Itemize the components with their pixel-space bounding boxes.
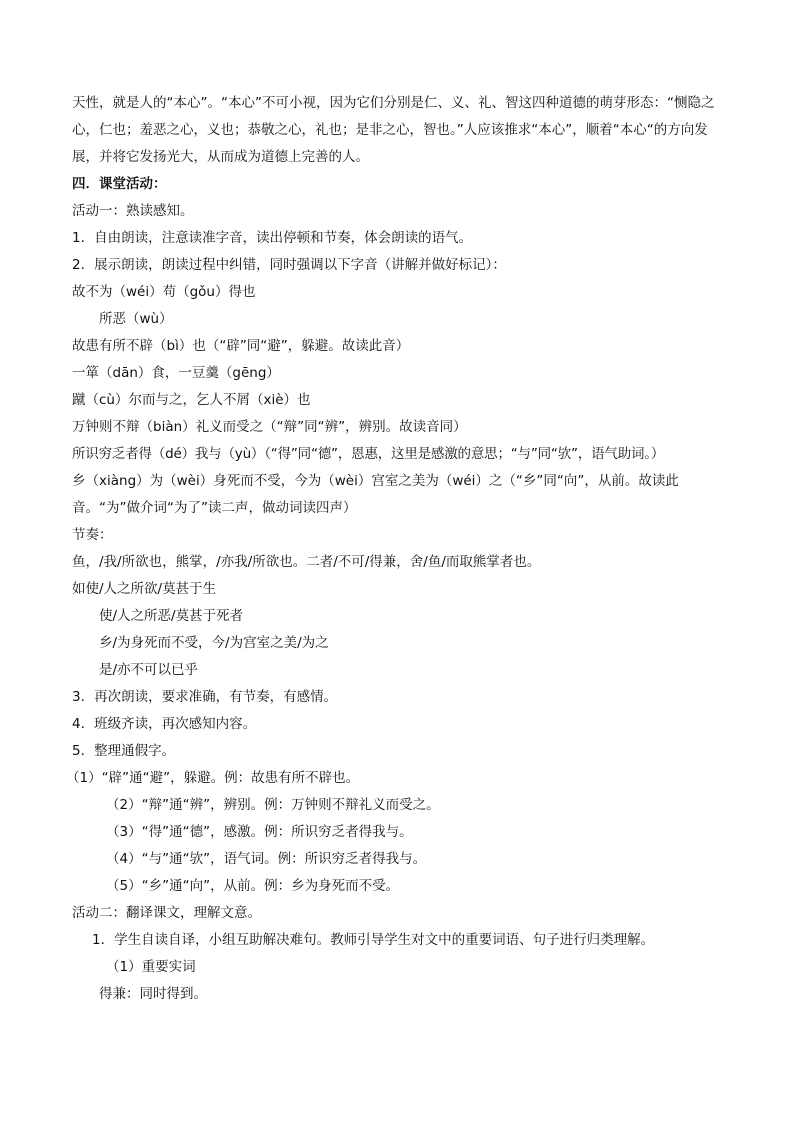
pronunciation-item: 所识穷乏者得（dé）我与（yù）（“得”同“德”，恩惠，这里是感激的意思；“与”同“欤”，语气助词。） xyxy=(72,446,665,462)
section-heading: 四．课堂活动： xyxy=(72,176,167,192)
activity2-title: 活动二：翻译课文，理解文意。 xyxy=(72,905,261,921)
intro-paragraph: 天性，就是人的“本心”。“本心”不可小视，因为它们分别是仁、义、礼、智这四种道德的萌芽形态：“恻隐之心，仁也；羞恶之心，义也；恭敬之心，礼也；是非之心，智也。”人应该推求“本心”，顺着“本心“的方向发展，并将它发扬光大，从而成为道德上完善的人。 xyxy=(72,95,715,165)
pronunciation-item: 故患有所不辟（bì）也（“辟”同“避”，躲避。故读此音） xyxy=(72,338,410,354)
rhythm-line: 使/人之所恶/莫甚于死者 xyxy=(99,608,244,624)
tongjia-item: （5）“乡”通“向”，从前。例：乡为身死而不受。 xyxy=(106,878,400,894)
activity1-title: 活动一：熟读感知。 xyxy=(72,203,194,219)
rhythm-line: 乡/为身死而不受，今/为宫室之美/为之 xyxy=(99,635,329,651)
rhythm-line: 如使/人之所欲/莫甚于生 xyxy=(72,581,217,597)
document-body xyxy=(66,90,732,1008)
vocab-entry: 得兼：同时得到。 xyxy=(99,986,207,1002)
activity1-step4: 4．班级齐读，再次感知内容。 xyxy=(72,716,257,732)
tongjia-item: （2）“辩”通“辨”，辨别。例：万钟则不辩礼义而受之。 xyxy=(106,797,440,813)
rhythm-line: 是/亦不可以已乎 xyxy=(99,662,199,678)
activity2-sub1: （1）重要实词 xyxy=(106,959,196,975)
tongjia-item: （1）“辟”通“避”，躲避。例：故患有所不辟也。 xyxy=(66,770,360,786)
pronunciation-item: 一箪（dān）食，一豆羹（gēng） xyxy=(72,365,280,381)
activity1-step3: 3．再次朗读，要求准确，有节奏，有感情。 xyxy=(72,689,338,705)
pronunciation-item: 万钟则不辩（biàn）礼义而受之（“辩”同“辨”，辨别。故读音同） xyxy=(72,419,467,435)
activity2-step1: 1．学生自读自译，小组互助解决难句。教师引导学生对文中的重要词语、句子进行归类理解。 xyxy=(92,932,655,948)
rhythm-label: 节奏： xyxy=(72,527,113,543)
pronunciation-item: 蹴（cù）尔而与之，乞人不屑（xiè）也 xyxy=(72,392,311,408)
tongjia-item: （3）“得”通“德”，感激。例：所识穷乏者得我与。 xyxy=(106,824,413,840)
rhythm-line: 鱼，/我/所欲也，熊掌，/亦我/所欲也。二者/不可/得兼，舍/鱼/而取熊掌者也。 xyxy=(72,554,541,570)
activity1-step1: 1．自由朗读，注意读准字音，读出停顿和节奏，体会朗读的语气。 xyxy=(72,230,473,246)
pronunciation-item: 乡（xiàng）为（wèi）身死而不受，今为（wèi）宫室之美为（wéi）之（“乡”同“向”，从前。故读此音。“为”做介词“为了”读二声，做动词读四声） xyxy=(72,473,679,516)
pronunciation-item: 故不为（wéi）苟（gǒu）得也 xyxy=(72,284,256,300)
activity1-step5: 5．整理通假字。 xyxy=(72,743,176,759)
tongjia-item: （4）“与”通“欤”，语气词。例：所识穷乏者得我与。 xyxy=(106,851,427,867)
activity1-step2: 2．展示朗读，朗读过程中纠错，同时强调以下字音（讲解并做好标记）： xyxy=(72,257,506,273)
pronunciation-item: 所恶（wù） xyxy=(99,311,173,327)
